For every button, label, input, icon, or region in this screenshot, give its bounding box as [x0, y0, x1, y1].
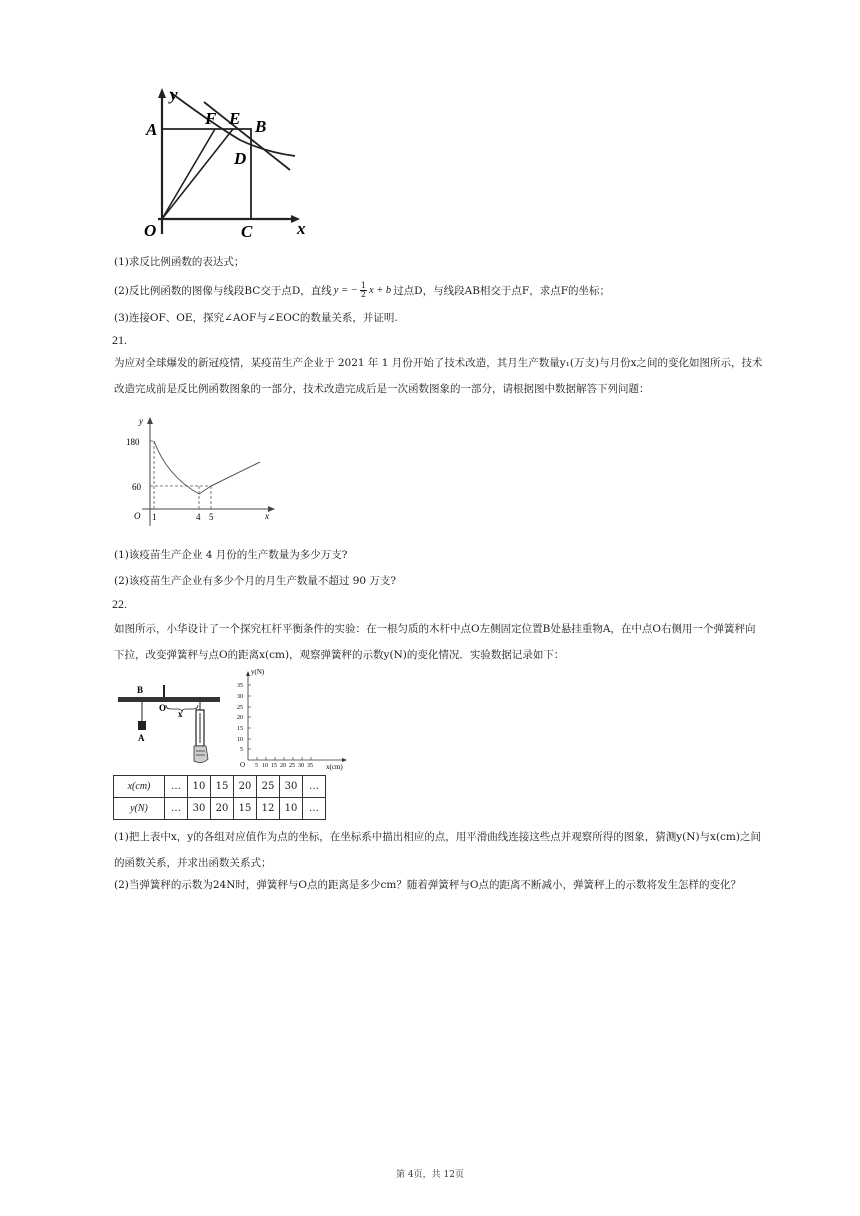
label-c: C	[241, 222, 253, 241]
line-of	[162, 129, 215, 219]
table-row-y	[114, 798, 326, 820]
table-header-x: x(cm)	[114, 776, 165, 798]
q22-lever-diagram	[116, 683, 226, 773]
q22-number: 22.	[112, 597, 127, 611]
q21-y-arrow	[147, 417, 153, 424]
table-header-y: y(N)	[114, 798, 165, 820]
weight-a	[138, 721, 146, 730]
q22-y-tick-20: 20	[237, 715, 243, 721]
q20-frac-num: 1	[360, 281, 366, 290]
label-o: O	[144, 221, 157, 240]
table-cell: 10	[280, 798, 303, 820]
q22-x-arrow	[342, 758, 347, 762]
label-f: F	[205, 109, 217, 128]
q20-part1: (1)求反比例函数的表达式；	[114, 256, 245, 268]
q21-origin: O	[134, 511, 141, 521]
lever-label-a: A	[138, 733, 145, 743]
q22-y-tick-30: 30	[237, 694, 243, 700]
table-row-x	[114, 776, 326, 798]
table-cell: …	[165, 798, 188, 820]
label-e: E	[229, 109, 241, 128]
table-cell: …	[303, 776, 326, 798]
q22-x-tick-20: 20	[280, 763, 286, 769]
q22-y-arrow	[246, 671, 250, 676]
q22-x-tick-30: 30	[298, 763, 304, 769]
q21-x-label: x	[265, 511, 269, 521]
q22-coordinate-grid	[226, 664, 356, 774]
q20-part2-post: 过点D，与线段AB相交于点F，求点F的坐标；	[393, 284, 610, 297]
table-cell: …	[303, 798, 326, 820]
q22-y-tick-35: 35	[237, 683, 243, 689]
q22-y-axis-label: y(N)	[251, 668, 265, 676]
q22-y-tick-marks	[248, 685, 251, 749]
q21-x-tick-1: 1	[152, 512, 157, 522]
q22-x-tick-marks	[257, 757, 311, 760]
q21-part2: (2)该疫苗生产企业有多少个月的月生产数量不超过 90 万支?	[114, 575, 397, 587]
q22-y-tick-10: 10	[237, 737, 243, 743]
label-b: B	[255, 117, 267, 136]
q21-production-graph	[112, 406, 282, 536]
q22-x-tick-25: 25	[289, 763, 295, 769]
table-cell: 25	[257, 776, 280, 798]
q21-x-tick-5: 5	[209, 512, 214, 522]
q22-y-tick-15: 15	[237, 726, 243, 732]
label-a: A	[146, 120, 158, 139]
table-cell: 15	[234, 798, 257, 820]
q20-part2	[114, 282, 610, 299]
label-x: x	[297, 219, 306, 238]
table-cell: 20	[211, 798, 234, 820]
q20-part2-pre: (2)反比例函数的图像与线段BC交于点D，直线	[114, 284, 332, 297]
q22-origin: O	[240, 761, 246, 769]
q22-x-tick-15: 15	[271, 763, 277, 769]
q20-eq-fraction	[360, 282, 367, 299]
y-axis-arrow	[158, 88, 166, 98]
q21-stem-line1: 为应对全球爆发的新冠疫情，某疫苗生产企业于 2021 年 1 月份开始了技术改造，其月生产数量y₁(万支)与月份x之间的变化如图所示，技术	[114, 357, 763, 369]
label-d: D	[234, 149, 247, 168]
q21-number: 21.	[112, 333, 127, 347]
q22-x-tick-5: 5	[255, 763, 258, 769]
q21-y-label: y	[139, 416, 143, 426]
table-cell: 15	[211, 776, 234, 798]
q21-stem-line2: 改造完成前是反比例函数图象的一部分，技术改造完成后是一次函数图象的一部分，请根据图中数据解答下列问题：	[114, 383, 650, 395]
square-hyperbola-figure	[140, 82, 340, 242]
q22-stem-line1: 如图所示，小华设计了一个探究杠杆平衡条件的实验：在一根匀质的木杆中点O左侧固定位置B处悬挂重物A，在中点O右侧用一个弹簧秤向	[114, 623, 756, 635]
q20-eq-rhs: x + b	[368, 284, 392, 296]
q22-y-tick-5: 5	[240, 747, 243, 753]
lever-label-b: B	[137, 685, 144, 695]
q22-part1-line1: (1)把上表中x，y的各组对应值作为点的坐标，在坐标系中描出相应的点，用平滑曲线连接这些点并观察所得的图象，猜测y(N)与x(cm)之间	[114, 831, 761, 843]
q21-y-tick-60: 60	[132, 482, 141, 492]
lever-label-o: O	[159, 703, 167, 713]
page-footer: 第 4页，共 12页	[396, 1170, 464, 1180]
table-cell: …	[165, 776, 188, 798]
lever-label-x: x	[178, 709, 183, 719]
q22-y-tick-25: 25	[237, 705, 243, 711]
lever-bar	[118, 697, 220, 702]
table-cell: 20	[234, 776, 257, 798]
label-y: y	[170, 85, 178, 104]
q22-part2: (2)当弹簧秤的示数为24N时，弹簧秤与O点的距离是多少cm？随着弹簧秤与O点的距离不断减小，弹簧秤上的示数将发生怎样的变化？	[114, 879, 741, 891]
table-cell: 30	[188, 798, 211, 820]
q22-x-axis-label: x(cm)	[326, 763, 343, 771]
line-df	[204, 102, 290, 170]
q20-frac-den: 2	[360, 290, 366, 299]
q21-part1: (1)该疫苗生产企业 4 月份的生产数量为多少万支?	[114, 549, 348, 561]
pulling-hand	[194, 746, 208, 763]
line-oe	[162, 129, 233, 219]
q20-eq-lhs: y = −	[333, 284, 358, 296]
q21-linear-segment-dip	[199, 486, 211, 494]
q22-stem-line2: 下拉，改变弹簧秤与点O的距离x(cm)，观察弹簧秤的示数y(N)的变化情况．实验数据记录如下：	[114, 649, 565, 661]
q21-y-tick-180: 180	[126, 437, 140, 447]
q22-part1-line2: 的函数关系，并求出函数关系式；	[114, 857, 272, 869]
q20-part3: (3)连接OF、OE，探究∠AOF与∠EOC的数量关系，并证明.	[114, 312, 398, 324]
q22-x-tick-10: 10	[262, 763, 268, 769]
table-cell: 10	[188, 776, 211, 798]
table-cell: 30	[280, 776, 303, 798]
q21-x-arrow	[268, 506, 275, 512]
q21-x-tick-4: 4	[196, 512, 201, 522]
table-cell: 12	[257, 798, 280, 820]
q21-linear-segment	[211, 462, 260, 486]
q22-x-tick-35: 35	[307, 763, 313, 769]
q22-data-table	[113, 775, 326, 820]
